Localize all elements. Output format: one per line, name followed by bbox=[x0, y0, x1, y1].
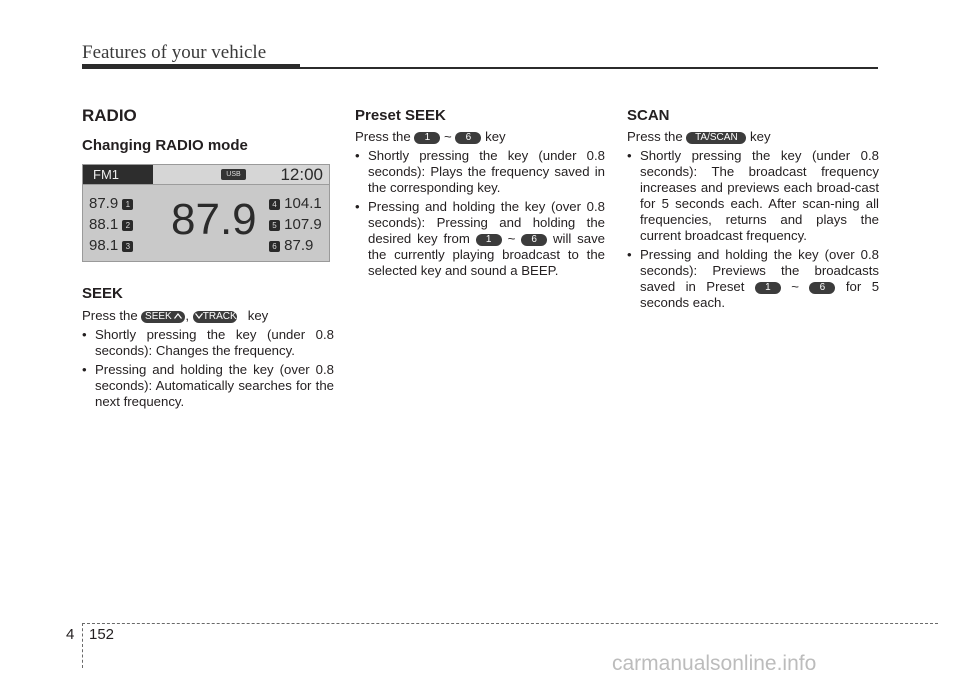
header-title: Features of your vehicle bbox=[82, 42, 267, 63]
page-number: 152 bbox=[89, 626, 115, 643]
display-band: FM1 bbox=[83, 165, 153, 184]
scan-bullet-short: • Shortly pressing the key (under 0.8 seconds): The broadcast frequency increases and previews each broad-cast for 5 seconds each. After scan-ning all frequencies, returns and plays the current broadcast frequency. bbox=[627, 148, 879, 244]
display-preset-left-2: 88.1 2 bbox=[89, 216, 133, 234]
preset-key-6-icon: 6 bbox=[521, 234, 547, 246]
chevron-down-icon bbox=[195, 313, 203, 319]
radio-display-image bbox=[82, 164, 330, 262]
display-usb: USB bbox=[221, 169, 246, 180]
seek-bullets bbox=[82, 327, 334, 410]
changing-mode-heading: Changing RADIO mode bbox=[82, 137, 248, 154]
ta-scan-key-icon: TA/SCAN bbox=[686, 132, 746, 144]
column-radio bbox=[82, 108, 334, 410]
display-preset-left-3: 98.1 3 bbox=[89, 237, 133, 255]
preset-key-1-icon: 1 bbox=[755, 282, 781, 294]
footer-rule bbox=[82, 623, 938, 624]
display-main-frequency: 87.9 bbox=[171, 195, 257, 244]
preset-bullet-short: • Shortly pressing the key (under 0.8 seconds): Plays the frequency saved in the corresponding key. bbox=[355, 148, 605, 196]
radio-heading: RADIO bbox=[82, 106, 137, 125]
watermark: carmanualsonline.info bbox=[612, 652, 817, 675]
track-key-icon: TRACK bbox=[193, 311, 237, 323]
display-preset-left-1: 87.9 1 bbox=[89, 195, 133, 213]
preset-seek-heading: Preset SEEK bbox=[355, 107, 446, 124]
chapter-number: 4 bbox=[66, 626, 75, 643]
scan-instruction: Press the TA/SCAN key bbox=[627, 129, 771, 144]
header-rule-thick bbox=[82, 64, 300, 69]
preset-instruction: Press the 1 ~ 6 key bbox=[355, 129, 506, 144]
display-preset-right-6: 6 87.9 bbox=[269, 237, 313, 255]
preset-bullets bbox=[355, 148, 605, 279]
seek-bullet-short: • Shortly pressing the key (under 0.8 seconds): Changes the frequency. bbox=[82, 327, 334, 359]
seek-key-icon: SEEK bbox=[141, 311, 185, 323]
seek-heading: SEEK bbox=[82, 285, 123, 302]
column-preset-seek bbox=[355, 108, 605, 279]
preset-key-6-icon: 6 bbox=[455, 132, 481, 144]
seek-bullet-hold: • Pressing and holding the key (over 0.8 seconds): Automatically searches for the next frequency. bbox=[82, 362, 334, 410]
preset-key-1-icon: 1 bbox=[414, 132, 440, 144]
preset-key-6-icon: 6 bbox=[809, 282, 835, 294]
display-preset-right-4: 4 104.1 bbox=[269, 195, 322, 213]
display-clock: 12:00 bbox=[280, 165, 323, 184]
footer-vertical-rule bbox=[82, 623, 83, 668]
header-rule-thin bbox=[300, 67, 878, 69]
scan-heading: SCAN bbox=[627, 107, 670, 124]
preset-key-1-icon: 1 bbox=[476, 234, 502, 246]
seek-instruction: Press the SEEK , TRACK key bbox=[82, 308, 269, 323]
column-scan bbox=[627, 108, 879, 311]
preset-bullet-hold: • Pressing and holding the key (over 0.8 seconds): Pressing and holding the desired key from 1 ~ 6 will save the currently playing broadcast to the selected key and sound a BEEP. bbox=[355, 199, 605, 279]
display-preset-right-5: 5 107.9 bbox=[269, 216, 322, 234]
chevron-up-icon bbox=[174, 313, 182, 319]
scan-bullets bbox=[627, 148, 879, 311]
scan-bullet-hold: • Pressing and holding the key (over 0.8 seconds): Previews the broadcasts saved in Preset 1 ~ 6 for 5 seconds each. bbox=[627, 247, 879, 311]
